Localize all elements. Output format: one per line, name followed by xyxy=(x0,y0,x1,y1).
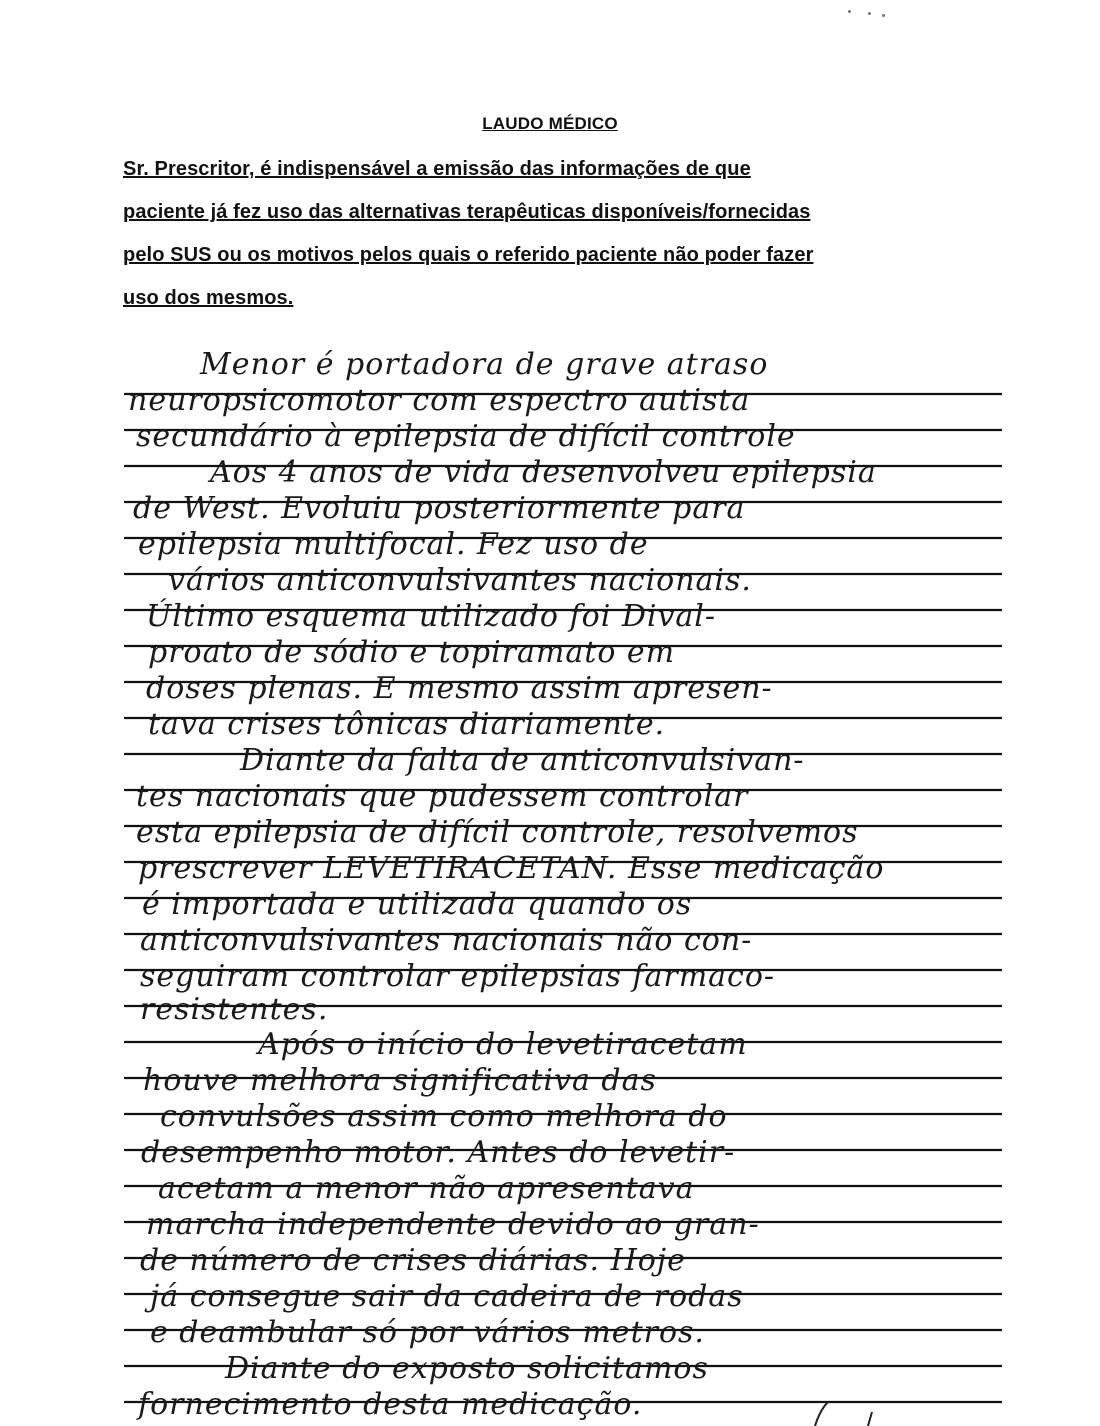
notice-line-2: paciente já fez uso das alternativas terapêuticas disponíveis/fornecidas xyxy=(123,201,811,223)
handwritten-line: resistentes. xyxy=(140,992,329,1027)
handwritten-line: seguiram controlar epilepsias farmaco- xyxy=(140,959,776,994)
notice-line-4: uso dos mesmos. xyxy=(123,287,294,309)
handwritten-line: e deambular só por vários metros. xyxy=(150,1315,705,1350)
handwritten-line: Menor é portadora de grave atraso xyxy=(200,347,769,382)
handwritten-line: tava crises tônicas diariamente. xyxy=(148,707,666,742)
handwritten-line: Após o início do levetiracetam xyxy=(258,1027,748,1062)
handwritten-line: acetam a menor não apresentava xyxy=(158,1171,695,1206)
notice-line-3: pelo SUS ou os motivos pelos quais o referido paciente não poder fazer xyxy=(123,244,814,266)
handwritten-line: neuropsicomotor com espectro autista xyxy=(128,383,751,418)
handwritten-line: prescrever LEVETIRACETAN. Esse medicação xyxy=(138,851,885,886)
handwritten-line: proato de sódio e topiramato em xyxy=(148,635,676,670)
handwritten-line: vários anticonvulsivantes nacionais. xyxy=(168,563,752,598)
handwritten-line: já consegue sair da cadeira de rodas xyxy=(150,1279,744,1314)
handwritten-line: de West. Evoluiu posteriormente para xyxy=(133,491,746,526)
handwritten-line: esta epilepsia de difícil controle, resolvemos xyxy=(136,815,859,850)
handwritten-line: é importada e utilizada quando os xyxy=(142,887,693,922)
document-title: LAUDO MÉDICO xyxy=(482,114,618,133)
signature-mark xyxy=(815,1402,872,1426)
notice-line-1: Sr. Prescritor, é indispensável a emissão das informações de que xyxy=(123,158,751,180)
handwritten-line: Diante da falta de anticonvulsivan- xyxy=(240,743,805,778)
handwritten-line: Aos 4 anos de vida desenvolveu epilepsia xyxy=(210,455,877,490)
handwritten-line: houve melhora significativa das xyxy=(143,1063,657,1098)
handwritten-line: Último esquema utilizado foi Dival- xyxy=(146,599,717,634)
handwritten-line: tes nacionais que pudessem controlar xyxy=(136,779,749,814)
handwritten-line: marcha independente devido ao gran- xyxy=(146,1207,760,1242)
handwritten-line: anticonvulsivantes nacionais não con- xyxy=(140,923,753,958)
handwritten-line: Diante do exposto solicitamos xyxy=(225,1351,709,1386)
handwritten-line: secundário à epilepsia de difícil controle xyxy=(136,419,796,454)
handwritten-line: desempenho motor. Antes do levetir- xyxy=(141,1135,736,1170)
handwritten-line: de número de crises diárias. Hoje xyxy=(140,1243,686,1278)
handwritten-line: fornecimento desta medicação. xyxy=(138,1387,643,1422)
handwritten-line: epilepsia multifocal. Fez uso de xyxy=(138,527,649,562)
handwritten-line: convulsões assim como melhora do xyxy=(160,1099,728,1134)
handwritten-line: doses plenas. E mesmo assim apresen- xyxy=(146,671,773,706)
